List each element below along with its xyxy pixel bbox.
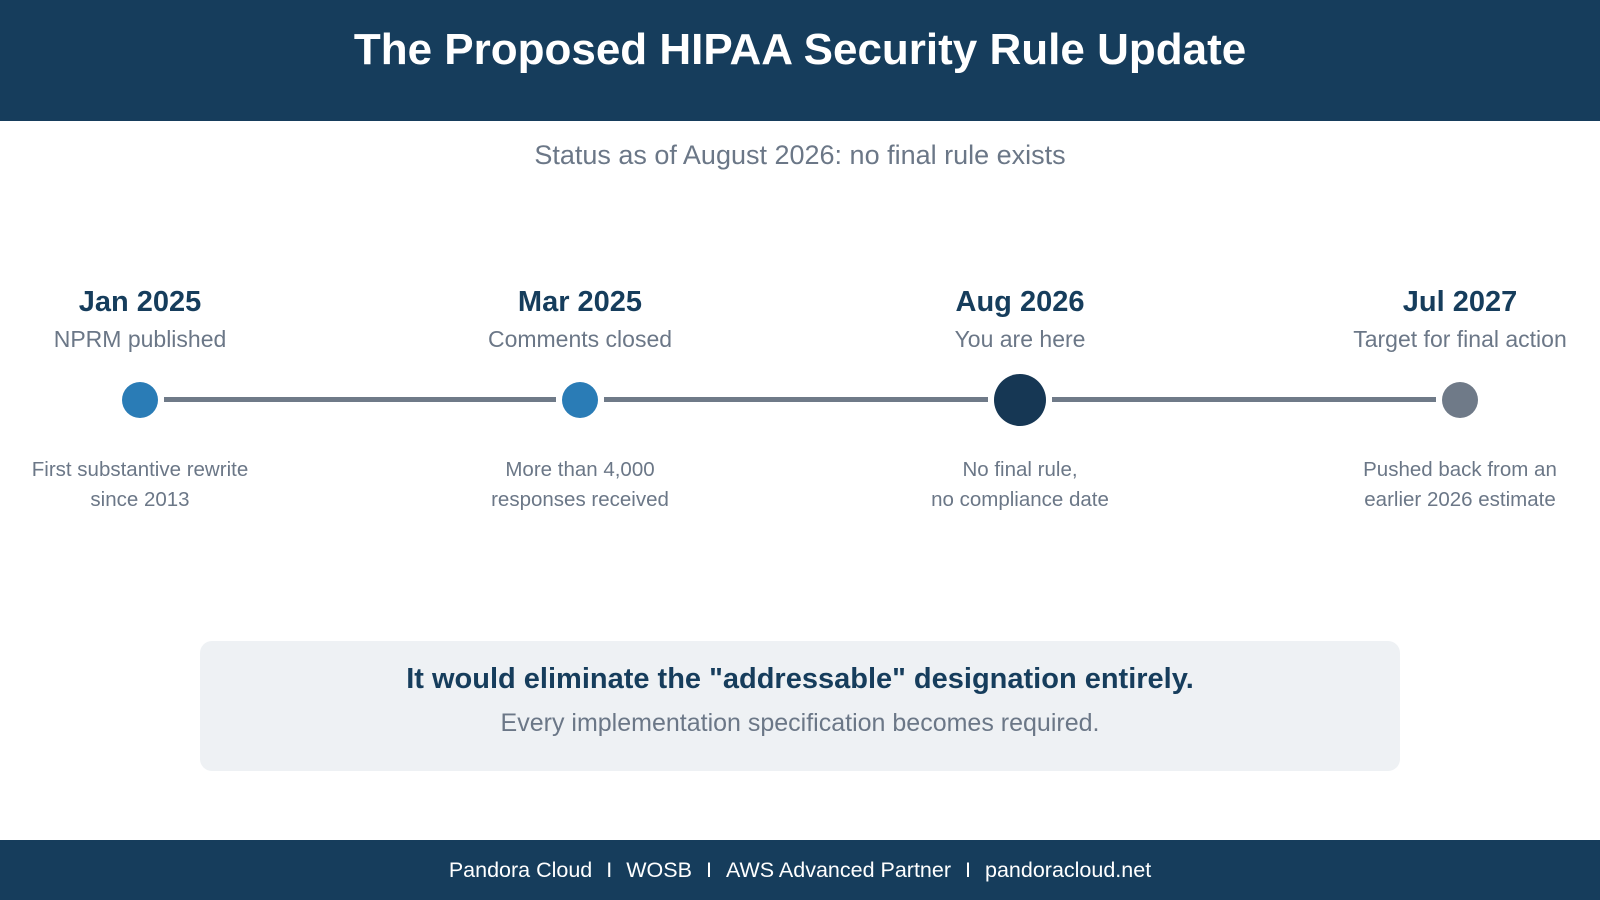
milestone-description — [860, 455, 1180, 515]
milestone-description — [420, 455, 740, 515]
milestone-description-line: no compliance date — [931, 488, 1109, 511]
milestone-date: Jan 2025 — [78, 286, 202, 318]
callout-subtext: Every implementation specification becomes required. — [500, 709, 1100, 737]
milestone-description — [0, 455, 300, 515]
footer-item: WOSB — [626, 857, 692, 882]
milestone-description-line: Pushed back from an — [1363, 458, 1557, 481]
milestone-label: Comments closed — [487, 326, 673, 352]
footer-separator: I — [965, 857, 971, 882]
milestone-date: Aug 2026 — [955, 286, 1085, 318]
milestone-label: Target for final action — [1353, 326, 1567, 352]
milestone-label: You are here — [954, 326, 1086, 352]
milestone-dot — [1442, 382, 1478, 418]
current-milestone-dot — [994, 374, 1046, 426]
milestone-date: Mar 2025 — [517, 286, 643, 318]
callout-heading: It would eliminate the "addressable" designation entirely. — [406, 663, 1194, 695]
footer-website: pandoracloud.net — [985, 857, 1152, 882]
page-title: The Proposed HIPAA Security Rule Update — [353, 24, 1247, 74]
callout-box — [200, 641, 1400, 771]
milestone-description-line: responses received — [491, 488, 669, 511]
milestone-description-line: earlier 2026 estimate — [1364, 488, 1556, 511]
milestone-description — [1300, 455, 1600, 515]
footer-item: Pandora Cloud — [448, 857, 593, 882]
milestone-description-line: First substantive rewrite — [31, 458, 249, 481]
footer-separator: I — [705, 857, 712, 882]
milestone-dot — [562, 382, 598, 418]
milestone-label: NPRM published — [53, 326, 227, 352]
milestone-description-line: More than 4,000 — [505, 458, 655, 481]
milestone-description-line: No final rule, — [962, 458, 1078, 481]
footer-item: AWS Advanced Partner — [725, 857, 952, 882]
footer-bar — [0, 840, 1600, 900]
footer-separator: I — [606, 857, 613, 882]
milestone-date: Jul 2027 — [1402, 286, 1518, 318]
page-subtitle: Status as of August 2026: no final rule exists — [534, 140, 1066, 170]
timeline-connector — [1052, 397, 1436, 402]
timeline-connector — [164, 397, 556, 402]
timeline-connector — [604, 397, 988, 402]
milestone-description-line: since 2013 — [90, 488, 190, 511]
milestone-dot — [122, 382, 158, 418]
